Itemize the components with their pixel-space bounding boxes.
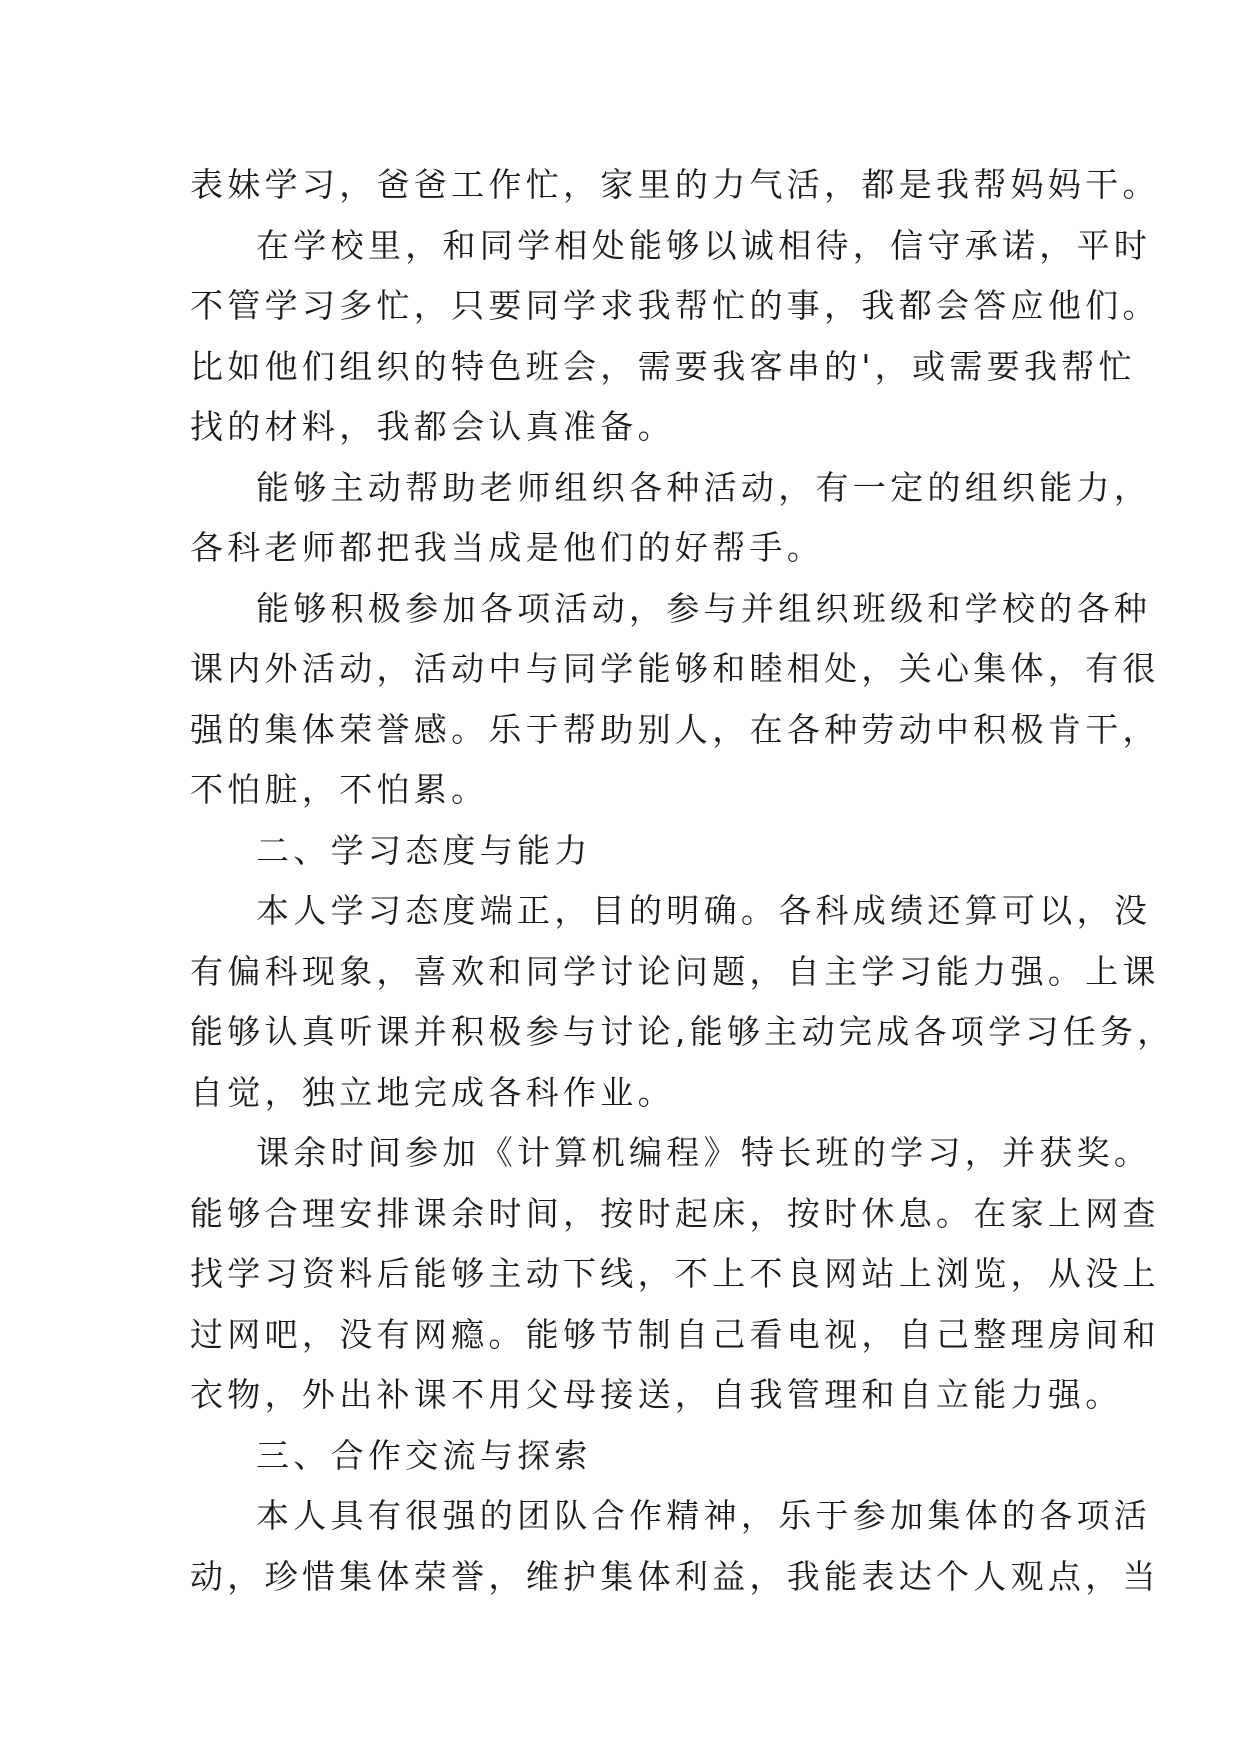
text-line: 表妹学习，爸爸工作忙，家里的力气活，都是我帮妈妈干。 <box>190 165 1160 204</box>
text-line: 有偏科现象，喜欢和同学讨论问题，自主学习能力强。上课 <box>190 951 1160 991</box>
text-line: 不管学习多忙，只要同学求我帮忙的事，我都会答应他们。 <box>190 286 1160 325</box>
document-body <box>190 155 1175 1607</box>
text-line: 不怕脏，不怕累。 <box>190 770 489 809</box>
paragraph-start-line: 本人学习态度端正，目的明确。各科成绩还算可以，没 <box>256 891 1152 930</box>
text-line: 能够认真听课并积极参与讨论,能够主动完成各项学习任务， <box>190 1012 1175 1051</box>
text-line: 比如他们组织的特色班会，需要我客串的'，或需要我帮忙 <box>190 346 1136 386</box>
paragraph-start-line: 能够积极参加各项活动，参与并组织班级和学校的各种 <box>256 588 1152 628</box>
text-line: 自觉，独立地完成各科作业。 <box>190 1072 675 1112</box>
text-line: 动，珍惜集体荣誉，维护集体利益，我能表达个人观点，当 <box>190 1556 1160 1596</box>
text-line: 过网吧，没有网瘾。能够节制自己看电视，自己整理房间和 <box>190 1314 1160 1354</box>
paragraph-start-line: 课余时间参加《计算机编程》特长班的学习，并获奖。 <box>256 1133 1152 1172</box>
paragraph-start-line: 本人具有很强的团队合作精神，乐于参加集体的各项活 <box>256 1496 1152 1535</box>
text-line: 找的材料，我都会认真准备。 <box>190 407 675 446</box>
text-line: 各科老师都把我当成是他们的好帮手。 <box>190 528 825 567</box>
paragraph-start-line: 在学校里，和同学相处能够以诚相待，信守承诺，平时 <box>256 225 1152 265</box>
paragraph-start-line: 能够主动帮助老师组织各种活动，有一定的组织能力， <box>256 467 1152 507</box>
text-line: 找学习资料后能够主动下线，不上不良网站上浏览，从没上 <box>190 1254 1160 1293</box>
section-heading: 二、学习态度与能力 <box>256 830 592 870</box>
text-line: 课内外活动，活动中与同学能够和睦相处，关心集体，有很 <box>190 649 1160 688</box>
text-line: 强的集体荣誉感。乐于帮助别人，在各种劳动中积极肯干， <box>190 709 1160 749</box>
section-heading: 三、合作交流与探索 <box>256 1435 592 1475</box>
text-line: 衣物，外出补课不用父母接送，自我管理和自立能力强。 <box>190 1375 1123 1414</box>
text-line: 能够合理安排课余时间，按时起床，按时休息。在家上网查 <box>190 1193 1160 1233</box>
